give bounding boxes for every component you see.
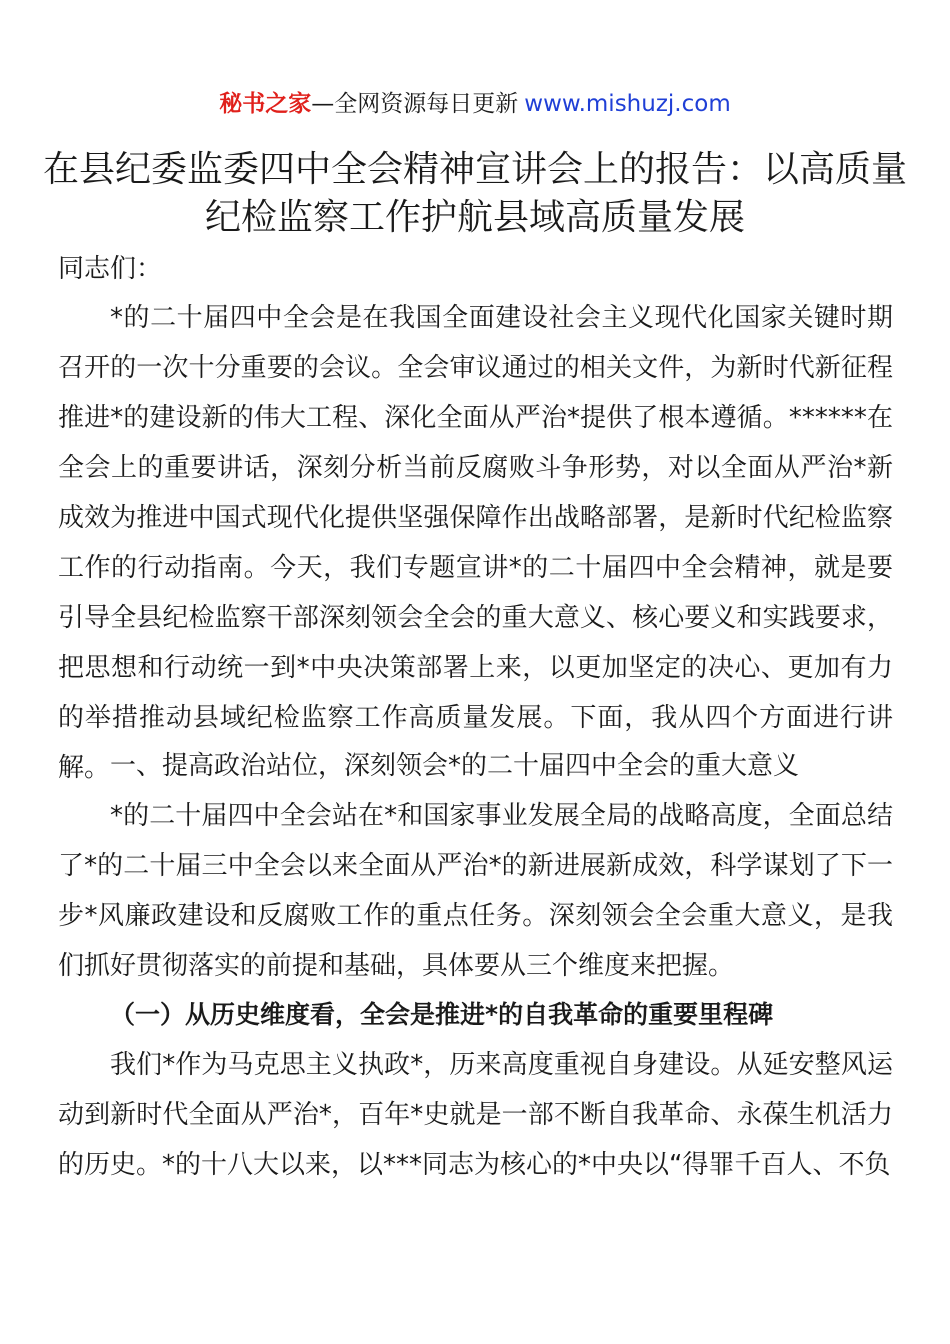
site-slogan: —全网资源每日更新 — [311, 91, 519, 117]
body-paragraph-2: *的二十届四中全会站在*和国家事业发展全局的战略高度，全面总结了*的二十届三中全会以来全面从严治*的新进展新成效，科学谋划了下一步*风廉政建设和反腐败工作的重点任务。深刻领会全会重大意义，是我们抓好贯彻落实的前提和基础，具体要从三个维度来把握。 — [58, 801, 893, 981]
body-paragraph-3: 我们*作为马克思主义执政*，历来高度重视自身建设。从延安整风运动到新时代全面从严治*，百年*史就是一部不断自我革命、永葆生机活力的历史。*的十八大以来，以***同志为核心的*中央以“得罪千百人、不负 — [58, 1050, 893, 1180]
site-url-link[interactable]: www.mishuzj.com — [524, 91, 731, 117]
subsection-heading-1: （一）从历史维度看，全会是推进*的自我革命的重要里程碑 — [110, 1000, 774, 1029]
body-paragraph-1: *的二十届四中全会是在我国全面建设社会主义现代化国家关键时期召开的一次十分重要的会议。全会审议通过的相关文件，为新时代新征程推进*的建设新的伟大工程、深化全面从严治*提供了根本遵循。******在全会上的重要讲话，深刻分析当前反腐败斗争形势，对以全面从严治*新成效为推进中国式现代化提供坚强保障作出战略部署，是新时代纪检监察工作的行动指南。今天，我们专题宣讲*的二十届四中全会精神，就是要引导全县纪检监察干部深刻领会全会的重大意义、核心要义和实践要求，把思想和行动统一到*中央决策部署上来，以更加坚定的决心、更加有力的举措推动县域纪检监察工作高质量发展。下面，我从四个方面进行讲解。 — [58, 303, 893, 783]
site-brand: 秘书之家 — [219, 91, 312, 117]
document-title: 在县纪委监委四中全会精神宣讲会上的报告：以高质量纪检监察工作护航县域高质量发展 — [42, 149, 907, 238]
salutation: 同志们： — [58, 254, 163, 284]
section-heading-1: 一、提高政治站位，深刻领会*的二十届四中全会的重大意义 — [110, 751, 800, 781]
site-header — [0, 88, 950, 120]
